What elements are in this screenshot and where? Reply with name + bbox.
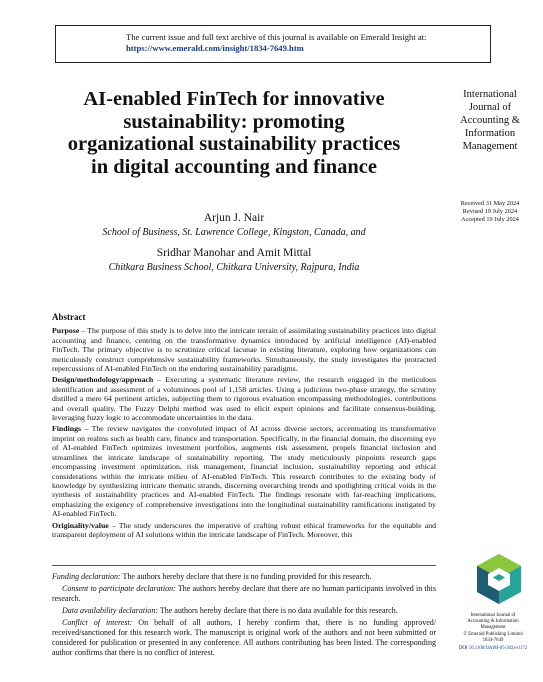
imprint-line: Accounting & Information [467, 619, 519, 625]
journal-line: Management [462, 141, 518, 152]
abstract-findings [52, 424, 436, 518]
emerald-logo-icon [473, 552, 525, 607]
consent-label: Consent to participate declaration: [62, 584, 176, 593]
revised-date: Revised 19 July 2024 [462, 208, 518, 215]
conflict-label: Conflict of interest: [62, 618, 133, 627]
journal-line: Information [464, 128, 516, 139]
affiliation-1: School of Business, St. Lawrence College, Kingston, Canada, and [102, 227, 366, 238]
conflict-declaration [52, 618, 436, 658]
abstract-section [52, 313, 436, 541]
notice-text: The current issue and full text archive of this journal is available on Emerald Insight at: [126, 32, 427, 42]
footnotes [52, 572, 436, 660]
footnote-divider [52, 565, 436, 566]
imprint-line: International Journal of [470, 613, 516, 618]
doi-line [444, 646, 542, 652]
design-text: – Executing a systematic literature review, the research engaged in the meticulous identification and assessment of a voluminous pool of 1,158 articles. Using a judicious two-phase strategy, the scrutiny distilled a mere 64 pertinent articles, subjecting them to rigorous evaluation encompassing methodologies, contributions and overall quality. The Fuzzy Delphi method was used to elicit expert opinions and facilitate consensus-building, leveraging fuzzy logic to accommodate uncertainties in the data. [52, 375, 436, 423]
purpose-label: Purpose [52, 326, 80, 336]
journal-availability-notice [55, 25, 491, 63]
funding-text: The authors hereby declare that there is no funding provided for this research. [120, 572, 372, 581]
originality-label: Originality/value [52, 520, 109, 530]
journal-name [440, 88, 540, 153]
data-text: The authors hereby declare that there is no data available for this research. [157, 606, 398, 615]
author-names-2: Sridhar Manohar and Amit Mittal [156, 247, 312, 259]
doi-label: DOI [458, 646, 468, 652]
abstract-design [52, 375, 436, 422]
conflict-text: On behalf of all authors, I hereby confirm that, there is no funding approved/ received/sanctioned for this research work. The manuscript is original work of the authors and not been submitted or considered for publication or presented in any conference. All authors contributing has been listed. The corresponding author confirms that there is no conflict of interest. [52, 618, 436, 657]
article-title: AI-enabled FinTech for innovative sustainability: promoting organizational sustainability practices in digital accounting and finance [67, 88, 401, 178]
purpose-text: – The purpose of this study is to delve into the intricate terrain of assimilating sustainability practices into digital accounting and finance, centring on the transformative dynamics introduced by artificial intelligence (AI)-enabled FinTech. The primary objective is to scrutinize critical lacunae in existing literature, exploring how organizations can meticulously construct comprehensive sustainability frameworks. Simultaneously, the study investigates the protracted repercussions of AI-enabled FinTech on the enduring sustainability paradigms. [52, 326, 436, 374]
imprint-line: © Emerald Publishing Limited [463, 631, 523, 637]
publisher-imprint [444, 613, 542, 652]
journal-line: Journal of [468, 102, 512, 113]
data-availability-declaration [52, 606, 436, 616]
imprint-line: 1834-7649 [482, 637, 504, 643]
journal-line: Accounting & [460, 115, 520, 126]
consent-text: The authors hereby declare that there are no human participants involved in this research. [52, 584, 436, 603]
doi-link[interactable]: 10.1108/IJAIM-05-2024-0172 [468, 646, 528, 652]
abstract-originality [52, 521, 436, 540]
design-label: Design/methodology/approach [52, 375, 154, 385]
received-date: Received 31 May 2024 [460, 200, 520, 207]
findings-text: – The review navigates the convoluted impact of AI across diverse sectors, accentuating its transformative imprint on realms such as health care, finance and transportation. Specifically, in the financial domain, the discerning eye of AI-enabled FinTech optimizes investment portfolios, augments risk assessment, propels financial inclusion and streamlines the intricate landscape of sustainability reporting. The study meticulously pinpoints research gaps encompassing investment optimization, risk management, financial inclusion, sustainability reporting and ethical considerations within the intricate milieu of AI-enabled FinTech. This research contributes to the existing body of knowledge by synthesizing intricate thematic strands, discerning overarching trends and spotlighting critical voids in the synthesis of sustainability practices and AI-enabled FinTech. The findings resonate with far-reaching implications, emphasizing the exigency of comprehensive investigations into the longitudinal sustainability ramifications instigated by AI-enabled FinTech. [52, 424, 436, 519]
affiliation-2: Chitkara Business School, Chitkara University, Rajpura, India [108, 262, 360, 273]
imprint-line: Management [480, 625, 506, 631]
abstract-purpose [52, 326, 436, 373]
journal-line: International [463, 89, 517, 100]
data-label: Data availability declaration: [62, 606, 158, 615]
findings-label: Findings [52, 424, 82, 434]
abstract-heading: Abstract [52, 312, 86, 322]
journal-url-link[interactable]: https://www.emerald.com/insight/1834-7649.htm [126, 43, 304, 53]
accepted-date: Accepted 19 July 2024 [461, 216, 519, 223]
funding-label: Funding declaration: [52, 572, 121, 581]
funding-declaration [52, 572, 436, 582]
originality-text: – The study underscores the imperative of crafting robust ethical frameworks for the equitable and transparent deployment of AI solutions within the intricate landscape of FinTech. Moreover, this [52, 520, 436, 539]
author-name-1: Arjun J. Nair [203, 212, 265, 224]
consent-declaration [52, 584, 436, 604]
article-dates [440, 200, 540, 224]
